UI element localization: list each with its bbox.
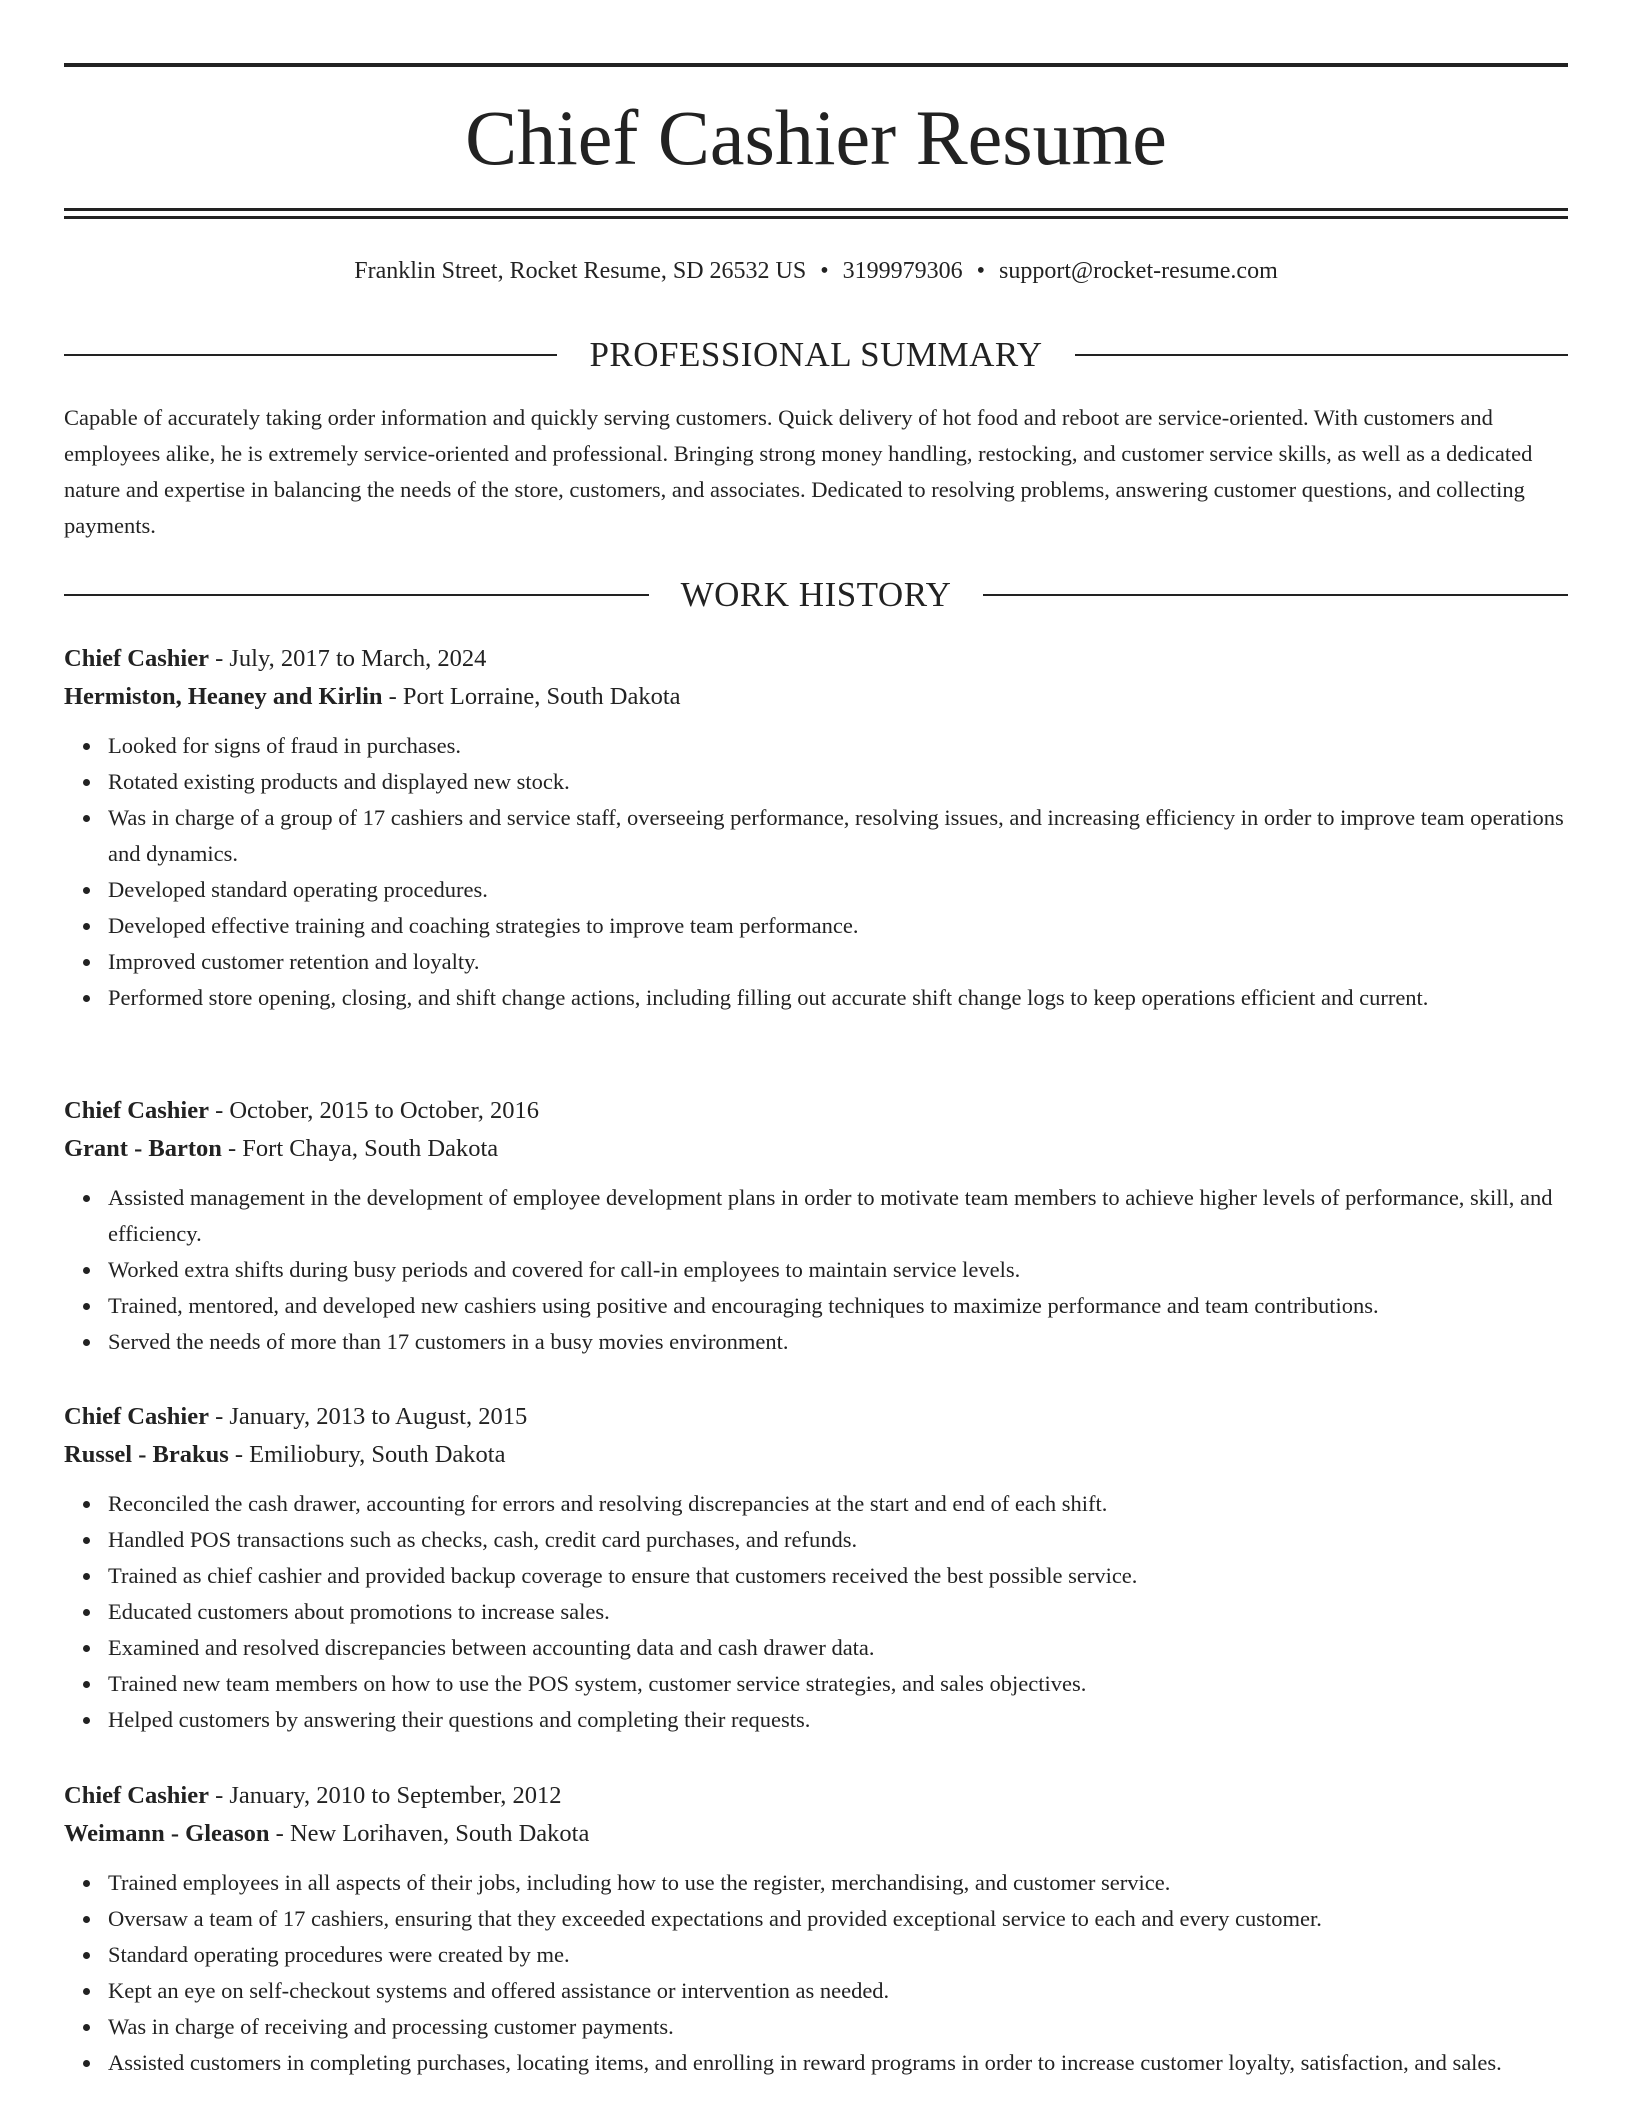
job-bullets xyxy=(64,728,1568,1016)
job-bullets xyxy=(64,1486,1568,1738)
title-rule-lower xyxy=(64,216,1568,219)
job-bullet: Worked extra shifts during busy periods and covered for call-in employees to maintain service levels. xyxy=(108,1252,1568,1288)
title-rule-upper xyxy=(64,208,1568,211)
job-company: Hermiston, Heaney and Kirlin xyxy=(64,683,383,710)
job-location: - Fort Chaya, South Dakota xyxy=(221,1135,499,1162)
job-company-line xyxy=(64,1130,1568,1168)
job-company-line xyxy=(64,1436,1568,1474)
job-bullet: Improved customer retention and loyalty. xyxy=(108,944,1568,980)
job-bullet: Oversaw a team of 17 cashiers, ensuring that they exceeded expectations and provided exceptional service to each and every customer. xyxy=(108,1901,1568,1937)
job-dates: - July, 2017 to March, 2024 xyxy=(208,645,487,672)
contact-line xyxy=(64,254,1568,288)
job-title: Chief Cashier xyxy=(64,1403,209,1430)
job-company: Weimann - Gleason xyxy=(64,1820,270,1847)
job-bullet: Served the needs of more than 17 customers in a busy movies environment. xyxy=(108,1324,1568,1360)
section-title: PROFESSIONAL SUMMARY xyxy=(589,335,1043,374)
section-title: WORK HISTORY xyxy=(680,575,952,614)
job-bullet: Standard operating procedures were created by me. xyxy=(108,1937,1568,1973)
job-title-line xyxy=(64,1777,1568,1815)
job-bullet: Was in charge of receiving and processing customer payments. xyxy=(108,2009,1568,2045)
job-bullet: Assisted customers in completing purchases, locating items, and enrolling in reward programs in order to increase customer loyalty, satisfaction, and sales. xyxy=(108,2045,1568,2081)
job-bullet: Trained employees in all aspects of their jobs, including how to use the register, merchandising, and customer service. xyxy=(108,1865,1568,1901)
heading-rule-right xyxy=(1075,354,1568,356)
job-entry xyxy=(64,640,1568,1016)
job-bullet: Developed effective training and coaching strategies to improve team performance. xyxy=(108,908,1568,944)
job-bullet: Looked for signs of fraud in purchases. xyxy=(108,728,1568,764)
job-title: Chief Cashier xyxy=(64,1097,209,1124)
contact-separator: • xyxy=(820,258,829,284)
job-bullet: Developed standard operating procedures. xyxy=(108,872,1568,908)
job-location: - Emiliobury, South Dakota xyxy=(228,1441,506,1468)
contact-address: Franklin Street, Rocket Resume, SD 26532 US xyxy=(354,258,807,284)
section-heading-summary xyxy=(64,333,1568,377)
heading-rule-left xyxy=(64,594,649,596)
heading-rule-left xyxy=(64,354,557,356)
job-title-line xyxy=(64,1092,1568,1130)
job-bullet: Handled POS transactions such as checks, cash, credit card purchases, and refunds. xyxy=(108,1522,1568,1558)
job-bullets xyxy=(64,1180,1568,1360)
contact-separator: • xyxy=(976,258,986,284)
job-bullet: Examined and resolved discrepancies between accounting data and cash drawer data. xyxy=(108,1630,1568,1666)
job-title: Chief Cashier xyxy=(64,1782,209,1809)
job-company-line xyxy=(64,1815,1568,1853)
job-bullets xyxy=(64,1865,1568,2081)
job-company: Russel - Brakus xyxy=(64,1441,229,1468)
job-bullet: Reconciled the cash drawer, accounting for errors and resolving discrepancies at the start and end of each shift. xyxy=(108,1486,1568,1522)
job-entry xyxy=(64,1398,1568,1738)
resume-title: Chief Cashier Resume xyxy=(465,94,1167,181)
job-entry xyxy=(64,1777,1568,2081)
job-title: Chief Cashier xyxy=(64,645,209,672)
job-bullet: Performed store opening, closing, and shift change actions, including filling out accurate shift change logs to keep operations efficient and current. xyxy=(108,980,1568,1016)
job-bullet: Assisted management in the development of employee development plans in order to motivate team members to achieve higher levels of performance, skill, and efficiency. xyxy=(108,1180,1568,1252)
job-bullet: Educated customers about promotions to increase sales. xyxy=(108,1594,1568,1630)
job-dates: - January, 2013 to August, 2015 xyxy=(208,1403,528,1430)
job-bullet: Was in charge of a group of 17 cashiers and service staff, overseeing performance, resolving issues, and increasing efficiency in order to improve team operations and dynamics. xyxy=(108,800,1568,872)
job-bullet: Rotated existing products and displayed new stock. xyxy=(108,764,1568,800)
job-bullet: Helped customers by answering their questions and completing their requests. xyxy=(108,1702,1568,1738)
job-bullet: Trained new team members on how to use the POS system, customer service strategies, and sales objectives. xyxy=(108,1666,1568,1702)
job-dates: - October, 2015 to October, 2016 xyxy=(208,1097,540,1124)
job-bullet: Trained, mentored, and developed new cashiers using positive and encouraging techniques to maximize performance and team contributions. xyxy=(108,1288,1568,1324)
summary-text: Capable of accurately taking order information and quickly serving customers. Quick delivery of hot food and reboot are service-oriented. With customers and employees alike, he is extremely service-oriented and professional. Bringing strong money handling, restocking, and customer service skills, as well as a dedicated nature and expertise in balancing the needs of the store, customers, and associates. Dedicated to resolving problems, answering customer questions, and collecting payments. xyxy=(64,405,1533,538)
job-company-line xyxy=(64,678,1568,716)
job-bullet: Trained as chief cashier and provided backup coverage to ensure that customers received the best possible service. xyxy=(108,1558,1568,1594)
job-title-line xyxy=(64,640,1568,678)
section-heading-work-history xyxy=(64,573,1568,617)
contact-email: support@rocket-resume.com xyxy=(999,258,1278,284)
job-dates: - January, 2010 to September, 2012 xyxy=(208,1782,562,1809)
heading-rule-right xyxy=(983,594,1568,596)
job-company: Grant - Barton xyxy=(64,1135,222,1162)
job-bullet: Kept an eye on self-checkout systems and offered assistance or intervention as needed. xyxy=(108,1973,1568,2009)
job-title-line xyxy=(64,1398,1568,1436)
top-rule xyxy=(64,63,1568,67)
job-location: - Port Lorraine, South Dakota xyxy=(382,683,681,710)
job-entry xyxy=(64,1092,1568,1360)
job-location: - New Lorihaven, South Dakota xyxy=(269,1820,590,1847)
contact-phone: 3199979306 xyxy=(842,258,963,284)
